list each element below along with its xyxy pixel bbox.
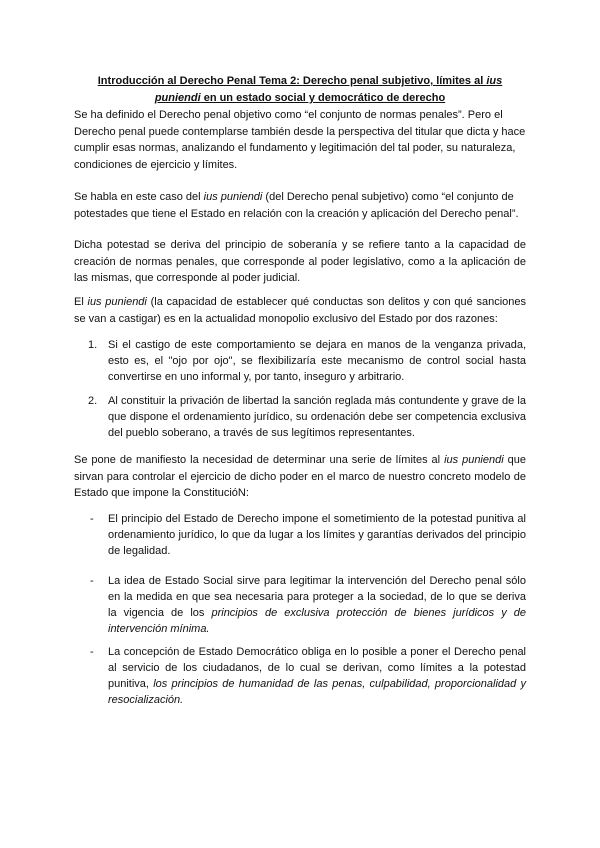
list-item: Si el castigo de este comportamiento se dejara en manos de la venganza privada, esto es, el "ojo por ojo", se flexibilizaría este mecanismo de control social hasta convertirse en uno informal y, por tanto, inseguro y arbitrario.: [108, 339, 526, 383]
list-item: [108, 644, 526, 708]
title-text: Introducción al Derecho Penal Tema 2: Derecho penal subjetivo, límites al: [97, 75, 487, 87]
list-item-italic: principios de exclusiva protección de bienes jurídicos y de intervención mínima.: [108, 607, 526, 635]
title-text-end: en un estado social y democrático de derecho: [200, 92, 446, 104]
list-item: Al constituir la privación de libertad la sanción reglada más contundente y grave de la que dispone el ordenamiento jurídico, su ordenación debe ser competencia exclusiva del pueblo soberano, a través de sus legítimos representantes.: [108, 395, 526, 439]
title-italic-term: ius puniendi: [154, 75, 503, 104]
list-item-text: El principio del Estado de Derecho impone el sometimiento de la potestad punitiva al ordenamiento jurídico, lo que da lugar a los límites y garantías derivados del principio de legalidad.: [108, 513, 526, 557]
list-item-italic: los principios de humanidad de las penas, culpabilidad, proporcionalidad y resocialización.: [108, 678, 527, 706]
list-item: [108, 511, 526, 559]
list-number: 2.: [88, 395, 98, 407]
document-title: [80, 73, 520, 107]
list-item-text: La concepción de Estado Democrático obliga en lo posible a poner el Derecho penal al servicio de los ciudadanos, de lo cual se derivan, como límites a la potestad punitiva,: [108, 646, 526, 690]
paragraph-2-italic: ius puniendi: [203, 191, 263, 203]
paragraph-3: Dicha potestad se deriva del principio de soberanía y se refiere tanto a la capacidad de creación de normas penales, que corresponde al poder legislativo, como a la aplicación de las mismas, que corresponde al poder judicial.: [74, 239, 526, 284]
paragraph-4-italic: ius puniendi: [87, 296, 147, 308]
list-item: [108, 573, 526, 637]
paragraph-2: [74, 189, 526, 222]
paragraph-4-text-end: (la capacidad de establecer qué conductas son delitos y con qué sanciones se van a castigar) es en la actualidad monopolio exclusivo del Estado por dos razones:: [74, 296, 526, 325]
dash-marker: -: [90, 646, 94, 658]
dash-marker: -: [90, 575, 94, 587]
paragraph-5-text-end: que sirvan para controlar el ejercicio de dicho poder en el marco de nuestro concreto modelo de Estado que impone la ConstitucióN:: [74, 454, 526, 499]
paragraph-5-italic: ius puniendi: [444, 454, 504, 466]
dash-marker: -: [90, 513, 94, 525]
paragraph-1: Se ha definido el Derecho penal objetivo como “el conjunto de normas penales”. Pero el Derecho penal puede contemplarse también desde la perspectiva del titular que dicta y hace cumplir esas normas, analizando el fundamento y legitimación del tal poder, su naturaleza, condiciones de ejercicio y límites.: [74, 109, 526, 171]
paragraph-2-text: Se habla en este caso del: [74, 191, 204, 203]
paragraph-4: [74, 294, 526, 327]
paragraph-4-text: El: [74, 296, 88, 308]
paragraph-2-text-end: (del Derecho penal subjetivo) como “el conjunto de potestades que tiene el Estado en relación con la creación y aplicación del Derecho penal”.: [74, 191, 519, 220]
list-item-text: La idea de Estado Social sirve para legitimar la intervención del Derecho penal sólo en la medida en que sea necesaria para proteger a la sociedad, de lo que se deriva la vigencia de los: [108, 575, 526, 619]
paragraph-5-text: Se pone de manifiesto la necesidad de determinar una serie de límites al: [74, 454, 445, 466]
paragraph-5: [74, 452, 526, 502]
list-number: 1.: [88, 339, 98, 351]
